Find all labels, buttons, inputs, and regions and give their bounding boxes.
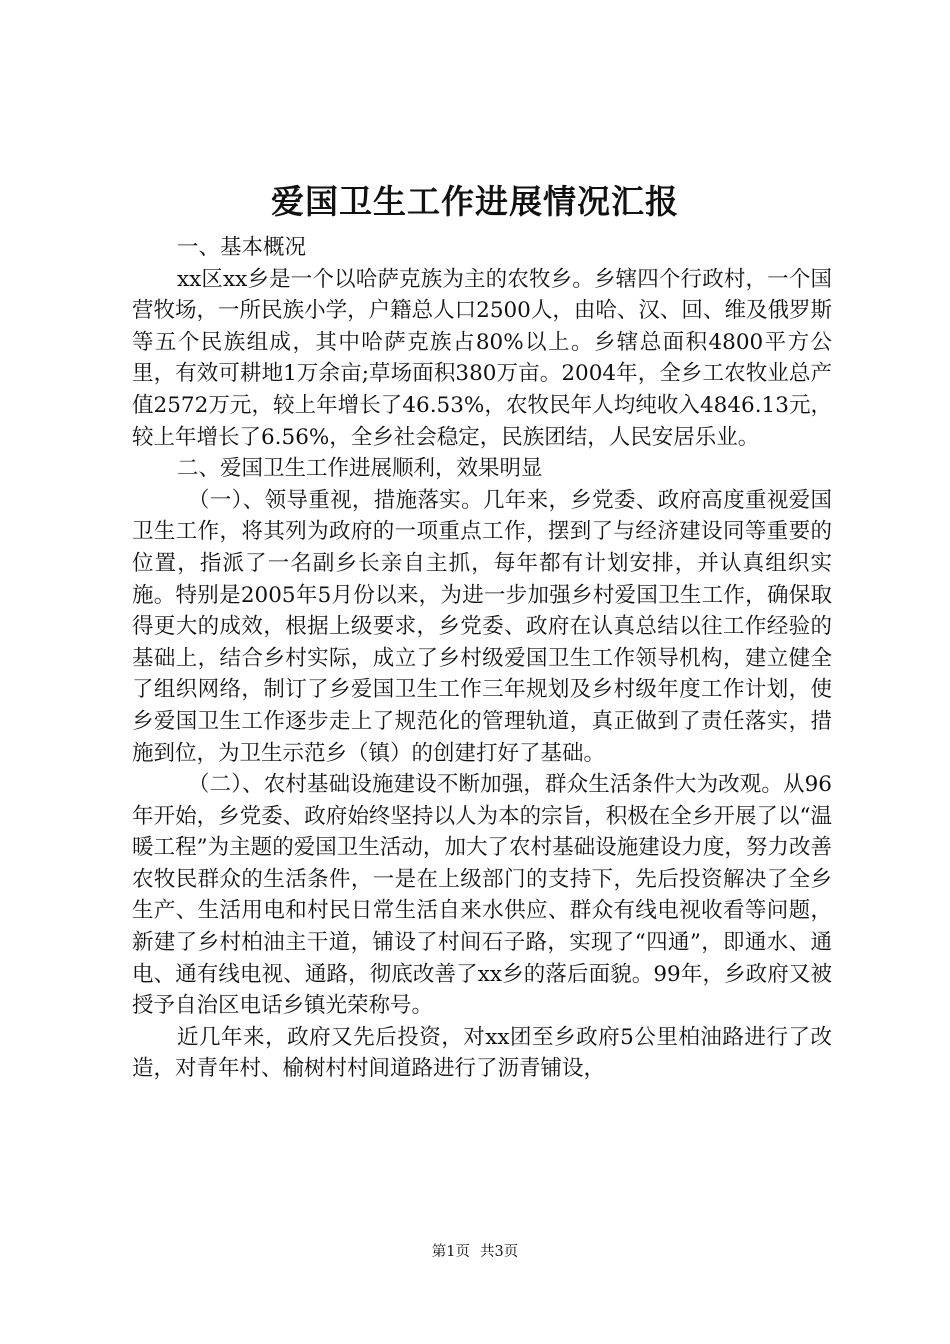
document-title: 爱国卫生工作进展情况汇报 xyxy=(271,182,679,221)
paragraph-leadership: （一）、领导重视，措施落实。几年来，乡党委、政府高度重视爱国卫生工作，将其列为政府的一项重点工作，摆到了与经济建设同等重要的位置，指派了一名副乡长亲自主抓，每年都有计划安排，并认真组织实施。特别是2005年5月份以来，为进一步加强乡村爱国卫生工作，确保取得更大的成效，根据上级要求，乡党委、政府在认真总结以往工作经验的基础上，结合乡村实际，成立了乡村级爱国卫生工作领导机构，建立健全了组织网络，制订了乡爱国卫生工作三年规划及乡村级年度工作计划，使乡爱国卫生工作逐步走上了规范化的管理轨道，真正做到了责任落实，措施到位，为卫生示范乡（镇）的创建打好了基础。 xyxy=(132,487,832,766)
page-total: 共3页 xyxy=(480,1244,519,1260)
paragraph-recent-years: 近几年来，政府又先后投资，对xx团至乡政府5公里柏油路进行了改造，对青年村、榆树村村间道路进行了沥青铺设， xyxy=(132,1024,832,1082)
paragraph-basic-overview: xx区xx乡是一个以哈萨克族为主的农牧乡。乡辖四个行政村，一个国营牧场，一所民族小学，户籍总人口2500人，由哈、汉、回、维及俄罗斯等五个民族组成，其中哈萨克族占80%以上。乡辖总面积4800平方公里，有效可耕地1万余亩;草场面积380万亩。2004年，全乡工农牧业总产值2572万元，较上年增长了46.53%，农牧民年人均纯收入4846.13元，较上年增长了6.56%，全乡社会稳定，民族团结，人民安居乐业。 xyxy=(132,266,832,450)
page-footer xyxy=(0,1242,950,1262)
section-heading-basic-overview: 一、基本概况 xyxy=(177,235,307,260)
page-number: 第1页 xyxy=(431,1244,470,1260)
section-heading-progress: 二、爱国卫生工作进展顺利，效果明显 xyxy=(177,456,543,482)
document-body xyxy=(132,232,832,1085)
paragraph-infrastructure: （二）、农村基础设施建设不断加强，群众生活条件大为改观。从96年开始，乡党委、政府始终坚持以人为本的宗旨，积极在全乡开展了以“温暖工程”为主题的爱国卫生活动，加大了农村基础设施建设力度，努力改善农牧民群众的生活条件，一是在上级部门的支持下，先后投资解决了全乡生产、生活用电和村民日常生活自来水供应、群众有线电视收看等问题，新建了乡村柏油主干道，铺设了村间石子路，实现了“四通”，即通水、通电、通有线电视、通路，彻底改善了xx乡的落后面貌。99年，乡政府又被授予自治区电话乡镇光荣称号。 xyxy=(132,772,832,1019)
